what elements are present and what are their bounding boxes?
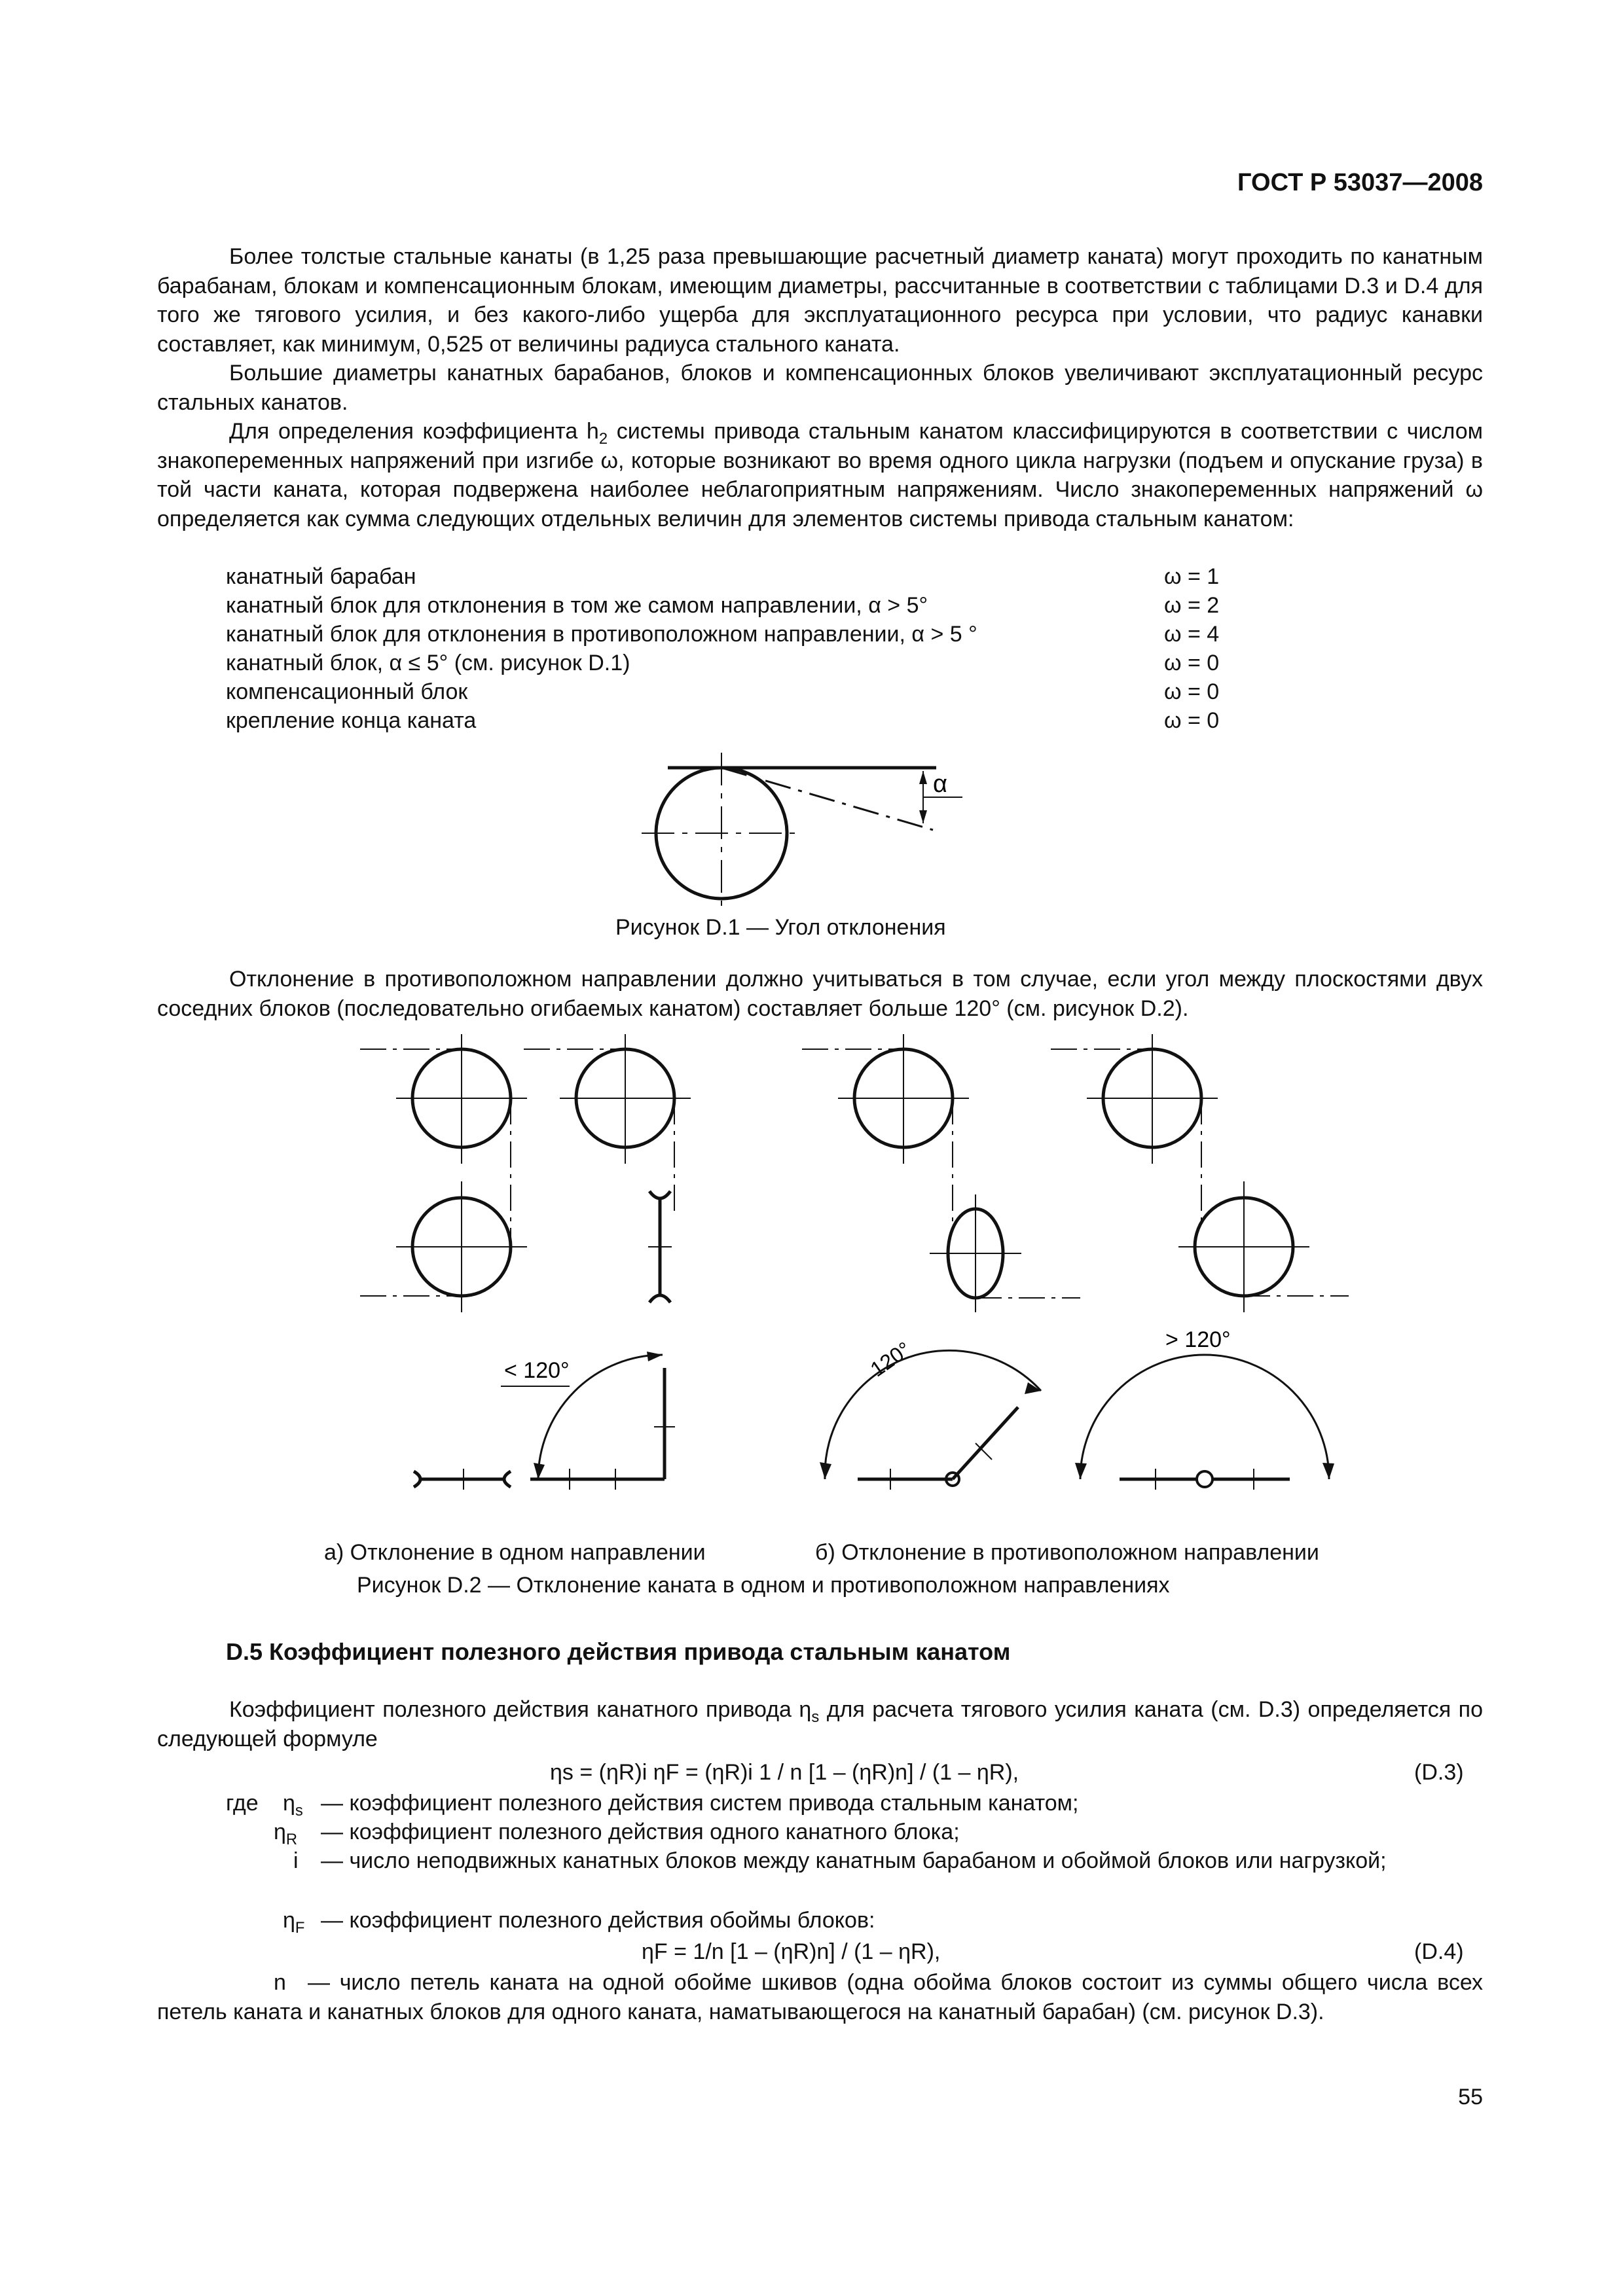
angle-more-120-label: > 120°: [1165, 1327, 1231, 1352]
paragraph-efficiency: Коэффициент полезного действия канатного привода $\eta_s$ для расчета тягового усилия каната (см. D.3) определяется по следующей формуле: [157, 1697, 1483, 1751]
eta-r-symbol: $\eta_R$: [274, 1820, 298, 1848]
angle-120-label: 120°: [866, 1336, 915, 1382]
figure-d2-caption: Рисунок D.2 — Отклонение каната в одном и противоположном направлениях: [357, 1573, 1170, 1598]
eta-f-symbol: $\eta_F$: [283, 1908, 305, 1937]
n-definition: — число петель каната на одной обойме шкивов (одна обойма блоков состоит из суммы общего числа всех петель каната и канатных блоков для одного каната, наматывающегося на канатный барабан) (см. рисунок D.3).: [157, 1970, 1483, 2024]
omega-item-value: ω = 1: [1164, 564, 1220, 589]
page-number: 55: [1458, 2085, 1483, 2109]
pulley-icon: [838, 1034, 969, 1164]
paragraph-opposite-deflection: Отклонение в противоположном направлении должно учитываться в том случае, если угол между плоскостями двух соседних блоков (последовательно огибаемых канатом) составляет больше 120° (см. рисунок D.2).: [157, 967, 1483, 1021]
omega-item-label: компенсационный блок: [226, 679, 468, 704]
formula-d3-number: (D.3): [1414, 1760, 1464, 1785]
angle-less-120-label: < 120°: [504, 1358, 570, 1383]
formula-d4: ηF = 1/n [1 – (ηR)n] / (1 – ηR),: [642, 1939, 941, 1964]
body-text-block-3: [157, 1695, 1483, 1753]
n-symbol: n: [274, 1970, 286, 1995]
i-definition: — число неподвижных канатных блоков между канатным барабаном и обоймой блоков или нагрузкой;: [321, 1848, 1387, 1873]
figure-d2-sub-b: б) Отклонение в противоположном направлении: [815, 1540, 1319, 1565]
omega-item-label: канатный блок для отклонения в противоположном направлении, α > 5 °: [226, 622, 977, 647]
i-symbol: i: [293, 1848, 299, 1873]
figure-d1-caption: Рисунок D.1 — Угол отклонения: [615, 915, 946, 940]
omega-item-label: канатный блок для отклонения в том же самом направлении, α > 5°: [226, 593, 928, 618]
section-heading: D.5 Коэффициент полезного действия привода стальным канатом: [226, 1638, 1011, 1665]
formula-d4-number: (D.4): [1414, 1939, 1464, 1964]
omega-item-label: крепление конца каната: [226, 708, 477, 733]
omega-item-value: ω = 0: [1164, 708, 1220, 733]
where-label: где: [226, 1791, 259, 1816]
formula-d3: ηs = (ηR)i ηF = (ηR)i 1 / n [1 – (ηR)n] / (1 – ηR),: [550, 1760, 1019, 1785]
eta-f-definition: — коэффициент полезного действия обоймы блоков:: [321, 1908, 875, 1933]
pulley-icon: [396, 1181, 527, 1312]
alpha-label: α: [933, 770, 947, 798]
pulley-icon: [1087, 1034, 1218, 1164]
n-definition-block: [157, 1968, 1483, 2026]
omega-item-label: канатный барабан: [226, 564, 416, 589]
body-text-block-2: [157, 965, 1483, 1023]
figure-rope-deflection: [354, 1034, 1362, 1492]
paragraph-h2-classification: Для определения коэффициента $h_2$ системы привода стальным канатом классифицируются в соответствии с числом знакопеременных напряжений при изгибе ω, которые возникают во время одного цикла нагрузки (подъем и опускание груза) в той части каната, которая подвержена наиболее неблагоприятным напряжениям. Число знакопеременных напряжений ω определяется как сумма следующих отдельных величин для элементов системы привода стальным канатом:: [157, 419, 1483, 531]
body-text-block: [157, 242, 1483, 533]
omega-item-value: ω = 4: [1164, 622, 1220, 647]
omega-item-value: ω = 0: [1164, 679, 1220, 704]
omega-item-label: канатный блок, α ≤ 5° (см. рисунок D.1): [226, 651, 630, 675]
omega-item-value: ω = 0: [1164, 651, 1220, 675]
omega-item-value: ω = 2: [1164, 593, 1220, 618]
i-definition-block: [157, 1846, 1483, 1876]
document-id: ГОСТ Р 53037—2008: [1237, 169, 1483, 196]
pulley-icon: [396, 1034, 527, 1164]
eta-s-symbol: $\eta_s$: [283, 1791, 303, 1820]
pulley-icon: [560, 1034, 691, 1164]
figure-d2-sub-a: а) Отклонение в одном направлении: [324, 1540, 706, 1565]
eta-r-definition: — коэффициент полезного действия одного канатного блока;: [321, 1820, 960, 1844]
pulley-icon: [1178, 1181, 1309, 1312]
paragraph-thick-ropes: Более толстые стальные канаты (в 1,25 раза превышающие расчетный диаметр каната) могут проходить по канатным барабанам, блокам и компенсационным блокам, имеющим диаметры, рассчитанные в соответствии с таблицами D.3 и D.4 для того же тягового усилия, и без какого-либо ущерба для эксплуатационного ресурса при условии, что радиус канавки составляет, как минимум, 0,525 от величины радиуса стального каната.: [157, 244, 1483, 357]
eta-s-definition: — коэффициент полезного действия систем привода стальным канатом;: [321, 1791, 1079, 1816]
paragraph-larger-diameters: Большие диаметры канатных барабанов, блоков и компенсационных блоков увеличивают эксплуатационный ресурс стальных канатов.: [157, 361, 1483, 415]
